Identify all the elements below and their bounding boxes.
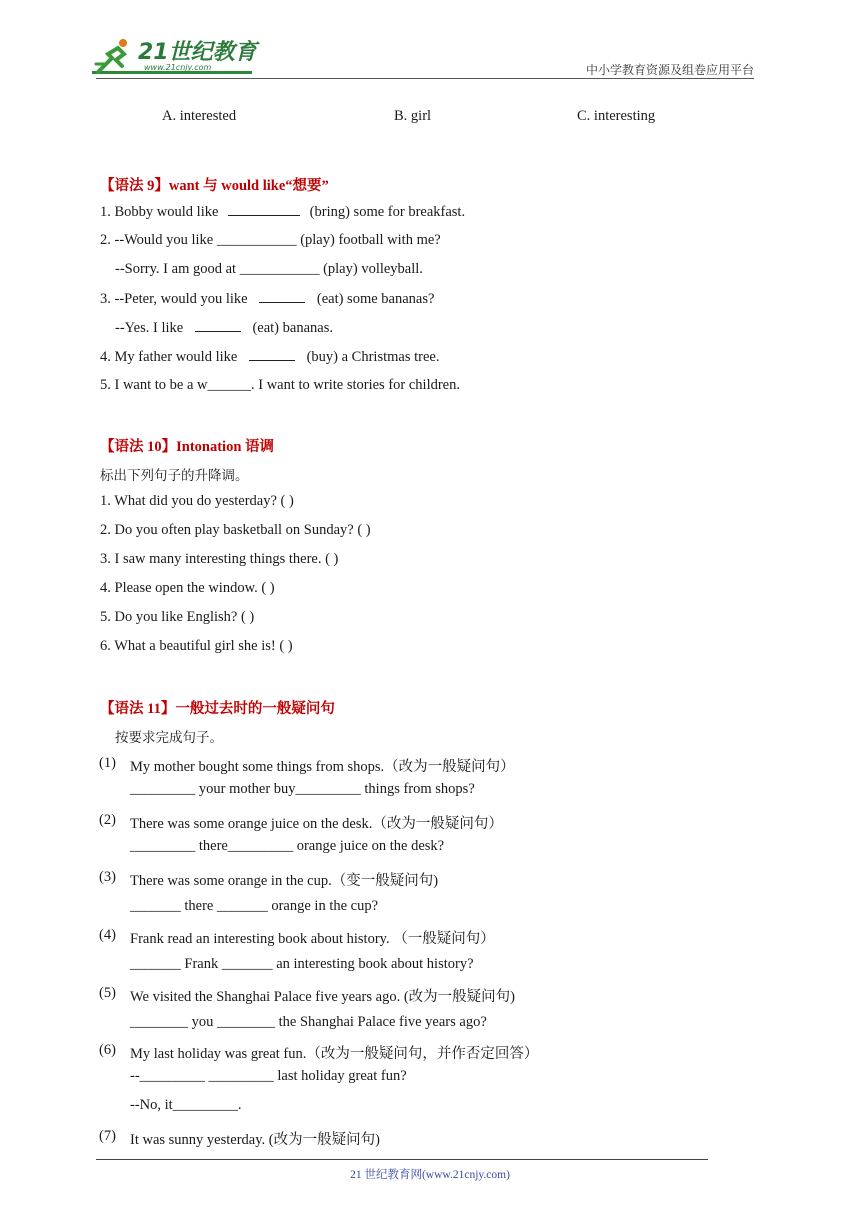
s9-q1-end: (bring) some for breakfast. xyxy=(309,204,466,220)
s9-q3 xyxy=(100,290,434,308)
s9-q1 xyxy=(100,203,465,221)
s9-q3-reply xyxy=(115,319,333,337)
answer-blank[interactable] xyxy=(249,348,295,361)
s11-num: (3) xyxy=(99,869,116,885)
s11-question: My last holiday was great fun.（改为一般疑问句，并作否定回答） xyxy=(130,1046,539,1062)
option-c: C. interesting xyxy=(577,108,656,124)
s9-q4-start: 4. My father would like xyxy=(100,349,238,365)
footer-link[interactable]: 21 世纪教育网(www.21cnjy.com) xyxy=(350,1169,510,1181)
s10-item: 3. I saw many interesting things there. ( ) xyxy=(100,551,339,567)
s10-item: 5. Do you like English? ( ) xyxy=(100,609,255,625)
header-rule xyxy=(96,78,754,79)
s9-q2-reply: --Sorry. I am good at ___________ (play) volleyball. xyxy=(115,261,423,277)
s10-item: 6. What a beautiful girl she is! ( ) xyxy=(100,638,293,654)
s9-q4-end: (buy) a Christmas tree. xyxy=(306,349,440,365)
s11-question: There was some orange in the cup.（变一般疑问句) xyxy=(130,873,439,889)
svg-text:21世纪教育: 21世纪教育 xyxy=(138,40,257,65)
section-9-title: 【语法 9】want 与 would like“想要” xyxy=(100,178,329,194)
s9-q4 xyxy=(100,348,439,366)
answer-blank[interactable] xyxy=(228,203,300,216)
s10-item: 4. Please open the window. ( ) xyxy=(100,580,275,596)
site-logo xyxy=(92,34,262,80)
s10-item: 1. What did you do yesterday? ( ) xyxy=(100,493,294,509)
s11-instruction: 按要求完成句子。 xyxy=(115,730,223,746)
s11-answer-line[interactable]: _________ your mother buy_________ things from shops? xyxy=(130,781,475,797)
s11-question: It was sunny yesterday. (改为一般疑问句) xyxy=(130,1132,380,1148)
s11-question: There was some orange juice on the desk.（改为一般疑问句） xyxy=(130,816,503,832)
s10-instruction: 标出下列句子的升降调。 xyxy=(100,468,249,484)
option-a: A. interested xyxy=(162,108,237,124)
footer-rule xyxy=(96,1159,708,1160)
s11-question: My mother bought some things from shops.（改为一般疑问句） xyxy=(130,759,515,775)
runner-logo-icon xyxy=(92,34,262,80)
s9-q3-start: 3. --Peter, would you like xyxy=(100,291,248,307)
s9-q3-reply-end: (eat) bananas. xyxy=(252,320,333,336)
s9-q2: 2. --Would you like ___________ (play) football with me? xyxy=(100,232,441,248)
s11-answer-line[interactable]: _________ there_________ orange juice on the desk? xyxy=(130,838,445,854)
s11-question: Frank read an interesting book about history. （一般疑问句） xyxy=(130,931,495,947)
section-11-title: 【语法 11】一般过去时的一般疑问句 xyxy=(100,701,335,717)
s11-num: (7) xyxy=(99,1128,116,1144)
svg-text:www.21cnjy.com: www.21cnjy.com xyxy=(144,63,212,72)
s11-answer-line[interactable]: --_________ _________ last holiday great fun? xyxy=(130,1068,407,1084)
s11-num: (5) xyxy=(99,985,116,1001)
s11-num: (4) xyxy=(99,927,116,943)
section-10-title: 【语法 10】Intonation 语调 xyxy=(100,439,275,455)
s11-num: (6) xyxy=(99,1042,116,1058)
option-b: B. girl xyxy=(394,108,432,124)
s9-q3-end: (eat) some bananas? xyxy=(316,291,435,307)
s9-q3-reply-start: --Yes. I like xyxy=(115,320,184,336)
s9-q1-start: 1. Bobby would like xyxy=(100,204,219,220)
answer-blank[interactable] xyxy=(195,319,241,332)
s11-answer-line[interactable]: _______ Frank _______ an interesting book about history? xyxy=(130,956,474,972)
s11-answer-line[interactable]: _______ there _______ orange in the cup? xyxy=(130,898,379,914)
s11-num: (2) xyxy=(99,812,116,828)
platform-label: 中小学教育资源及组卷应用平台 xyxy=(585,63,754,77)
s10-item: 2. Do you often play basketball on Sunday? ( ) xyxy=(100,522,371,538)
s9-q5: 5. I want to be a w______. I want to write stories for children. xyxy=(100,377,460,393)
s11-answer-line[interactable]: --No, it_________. xyxy=(130,1097,242,1113)
s11-answer-line[interactable]: ________ you ________ the Shanghai Palace five years ago? xyxy=(130,1014,487,1030)
answer-blank[interactable] xyxy=(259,290,305,303)
s11-question: We visited the Shanghai Palace five years ago. (改为一般疑问句) xyxy=(130,989,515,1005)
s11-num: (1) xyxy=(99,755,116,771)
